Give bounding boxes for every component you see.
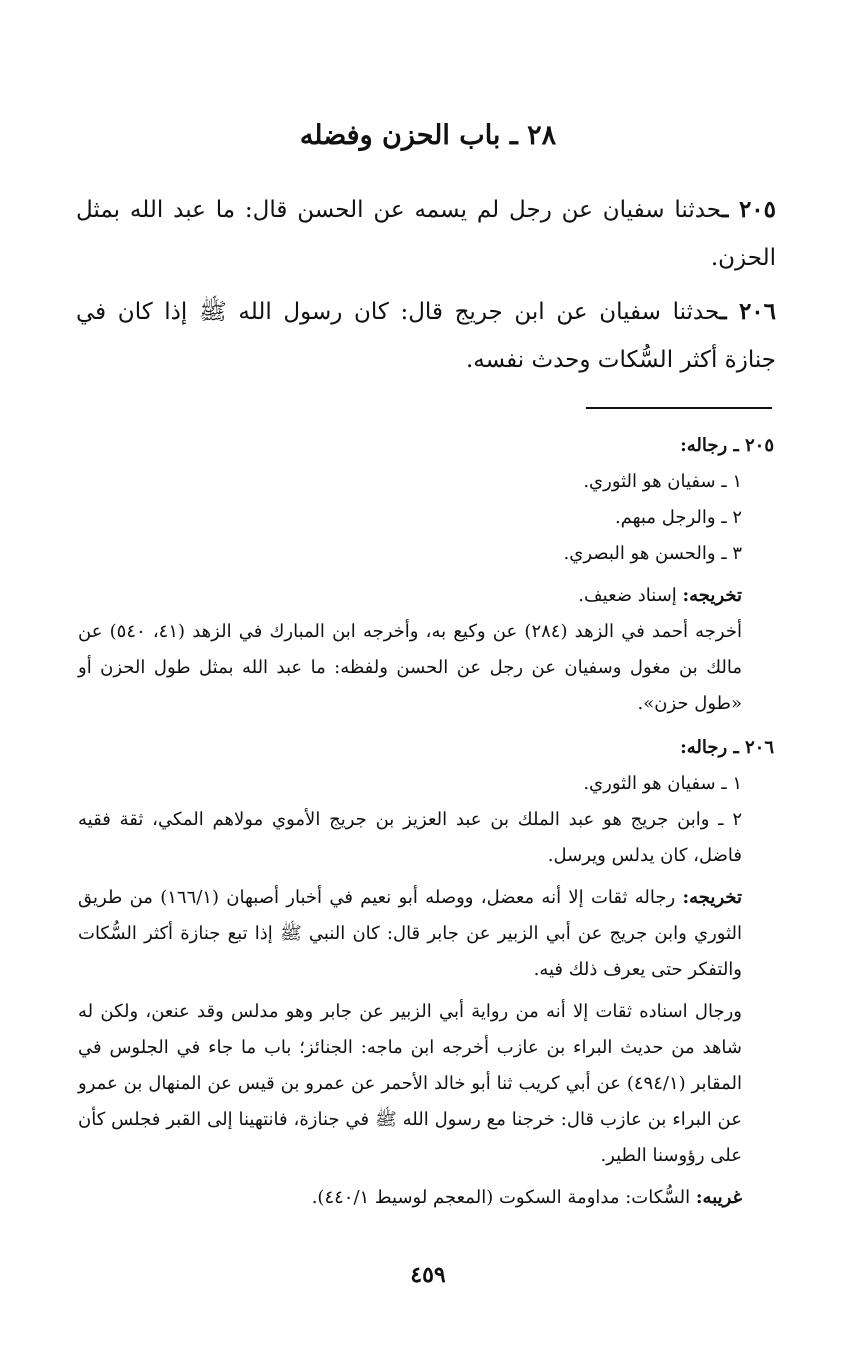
hadith-text: حدثنا سفيان عن ابن جريج قال: كان رسول الله ﷺ إذا كان في جنازة أكثر السُّكات وحدث نفسه. xyxy=(76,299,776,373)
narrator-item: ١ ـ سفيان هو الثوري. xyxy=(583,773,742,794)
note-205-heading: ٢٠٥ ـ رجاله: xyxy=(680,435,774,456)
narrator-item: ٢ ـ والرجل مبهم. xyxy=(614,507,742,528)
takhrij-text: إسناد ضعيف. xyxy=(578,585,677,606)
chapter-title: ٢٨ ـ باب الحزن وفضله xyxy=(299,120,557,151)
takhrij-label: تخريجه: xyxy=(682,585,742,606)
gharib-text: السُّكات: مداومة السكوت (المعجم لوسيط ٤٤٠/١). xyxy=(311,1187,691,1208)
page-number: ٤٥٩ xyxy=(410,1262,446,1288)
additional-note-206: ورجال اسناده ثقات إلا أنه من رواية أبي الزبير عن جابر وهو مدلس وقد عنعن، ولكن له شاهد من حديث البراء بن عازب أخرجه ابن ماجه: الجنائز؛ باب ما جاء في الجلوس في المقابر (٤٩٤/١) عن أبي كريب ثنا أبو خالد الأحمر عن عمرو بن قيس عن المنهال بن عمرو عن البراء بن عازب قال: خرجنا مع رسول الله ﷺ في جنازة، فانتهينا إلى القبر فجلس كأن على رؤوسنا الطير. xyxy=(78,1001,742,1166)
takhrij-206 xyxy=(78,880,774,988)
narrator-item: ٢ ـ وابن جريج هو عبد الملك بن عبد العزيز بن جريج الأموي مولاهم المكي، ثقة فقيه فاضل، كان يدلس ويرسل. xyxy=(78,809,742,866)
footnote-divider xyxy=(586,407,772,409)
takhrij-text: رجاله ثقات إلا أنه معضل، ووصله أبو نعيم في أخبار أصبهان (١٦٦/١) من طريق الثوري وابن جريج عن أبي الزبير عن جابر قال: كان النبي ﷺ إذا تبع جنازة أكثر السُّكات والتفكر حتى يعرف ذلك فيه. xyxy=(78,887,742,980)
takhrij-205 xyxy=(78,578,774,614)
hadith-205 xyxy=(76,186,776,282)
narrator-item: ٣ ـ والحسن هو البصري. xyxy=(563,543,742,564)
note-206-heading: ٢٠٦ ـ رجاله: xyxy=(680,737,774,758)
hadith-number: ٢٠٦ ـ xyxy=(719,298,776,325)
hadith-text: حدثنا سفيان عن رجل لم يسمه عن الحسن قال: ما عبد الله بمثل الحزن. xyxy=(76,197,776,271)
hadith-number: ٢٠٥ ـ xyxy=(721,196,777,223)
gharib-label: غريبه: xyxy=(695,1187,742,1208)
hadith-206 xyxy=(76,288,776,384)
narrator-item: ١ ـ سفيان هو الثوري. xyxy=(583,471,742,492)
takhrij-205-detail: أخرجه أحمد في الزهد (٢٨٤) عن وكيع به، وأخرجه ابن المبارك في الزهد (٤١، ٥٤٠) عن مالك بن مغول وسفيان عن رجل عن الحسن ولفظه: ما عبد الله بمثل طول الحزن أو «طول حزن». xyxy=(78,621,742,714)
takhrij-label: تخريجه: xyxy=(682,887,742,908)
footnotes xyxy=(78,428,774,1216)
hadith-body xyxy=(76,186,776,390)
gharib-206 xyxy=(78,1180,774,1216)
